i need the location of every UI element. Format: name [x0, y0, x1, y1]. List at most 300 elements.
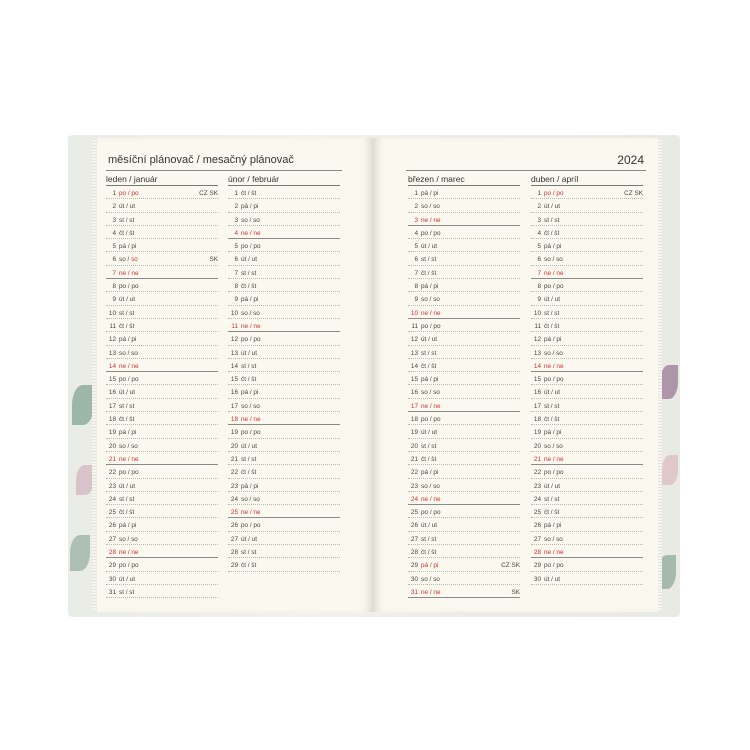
day-row[interactable]	[531, 505, 643, 518]
weekday-label: ne / ne	[544, 362, 564, 370]
weekday-label: st / st	[119, 495, 135, 503]
day-number: 23	[410, 482, 418, 490]
day-row[interactable]	[408, 439, 520, 452]
weekday-label: ne / ne	[241, 322, 261, 330]
weekday-label: pá / pi	[421, 376, 439, 384]
day-row[interactable]	[228, 213, 340, 226]
day-row[interactable]	[408, 585, 520, 598]
day-row[interactable]	[531, 465, 643, 478]
weekday-label: po / po	[119, 283, 139, 291]
day-number: 26	[108, 522, 116, 530]
day-number: 3	[414, 216, 418, 224]
day-number: 18	[230, 416, 238, 424]
floral-decoration	[660, 365, 678, 399]
day-row[interactable]	[106, 558, 218, 571]
day-row[interactable]	[531, 439, 643, 452]
weekday-label: út / ut	[544, 296, 560, 304]
day-row[interactable]	[408, 425, 520, 438]
day-row[interactable]	[531, 452, 643, 465]
weekday-label: so / so	[241, 309, 260, 317]
weekday-label: st / st	[241, 362, 257, 370]
weekday-label: po / po	[421, 322, 441, 330]
day-row[interactable]	[531, 359, 643, 372]
weekday-label: út / ut	[544, 482, 560, 490]
weekday-label: po / po	[119, 469, 139, 477]
month-header: březen / marec	[408, 175, 520, 186]
weekday-label: po / po	[544, 469, 564, 477]
weekday-label: st / st	[421, 442, 437, 450]
weekday-label: čt / št	[421, 455, 437, 463]
day-row[interactable]	[106, 239, 218, 252]
month-header: duben / apríl	[531, 175, 643, 186]
day-row[interactable]	[228, 346, 340, 359]
day-row[interactable]	[408, 252, 520, 265]
day-row[interactable]	[106, 306, 218, 319]
day-row[interactable]	[228, 372, 340, 385]
weekday-label: út / ut	[119, 575, 135, 583]
day-row[interactable]	[228, 412, 340, 425]
day-row[interactable]	[228, 266, 340, 279]
day-row[interactable]	[228, 532, 340, 545]
day-number: 10	[108, 309, 116, 317]
weekday-label: ne / ne	[241, 229, 261, 237]
day-row[interactable]	[106, 585, 218, 598]
day-row[interactable]	[531, 266, 643, 279]
day-number: 25	[230, 509, 238, 517]
month-column-january	[106, 175, 218, 598]
weekday-label: ne / ne	[119, 269, 139, 277]
day-number: 16	[230, 389, 238, 397]
day-number: 28	[410, 549, 418, 557]
day-row[interactable]	[106, 346, 218, 359]
weekday-label: út / ut	[119, 203, 135, 211]
weekday-label: po / po	[119, 562, 139, 570]
day-number: 24	[108, 495, 116, 503]
day-number: 16	[410, 389, 418, 397]
day-row[interactable]	[531, 479, 643, 492]
day-row[interactable]	[408, 292, 520, 305]
day-row[interactable]	[408, 213, 520, 226]
day-row[interactable]	[408, 505, 520, 518]
day-number: 19	[410, 429, 418, 437]
day-number: 12	[533, 336, 541, 344]
day-number: 14	[533, 362, 541, 370]
day-number: 5	[537, 243, 541, 251]
weekday-label: út / ut	[241, 349, 257, 357]
weekday-label: so / so	[119, 442, 138, 450]
weekday-label: st / st	[241, 455, 257, 463]
day-number: 28	[533, 549, 541, 557]
day-number: 13	[533, 349, 541, 357]
day-number: 26	[533, 522, 541, 530]
day-number: 21	[533, 455, 541, 463]
day-number: 19	[533, 429, 541, 437]
day-row[interactable]	[228, 239, 340, 252]
day-number: 19	[108, 429, 116, 437]
day-row[interactable]	[531, 239, 643, 252]
weekday-label: út / ut	[119, 482, 135, 490]
day-number: 27	[533, 535, 541, 543]
day-number: 22	[410, 469, 418, 477]
day-row[interactable]	[106, 199, 218, 212]
weekday-label: so / so	[421, 482, 440, 490]
day-row[interactable]	[106, 319, 218, 332]
day-row[interactable]	[408, 226, 520, 239]
day-row[interactable]	[408, 359, 520, 372]
day-row[interactable]	[228, 306, 340, 319]
day-number: 7	[112, 269, 116, 277]
day-row[interactable]	[408, 186, 520, 199]
weekday-label: po / po	[119, 190, 139, 197]
day-number: 21	[410, 455, 418, 463]
weekday-label: čt / št	[119, 322, 135, 330]
day-number: 15	[410, 376, 418, 384]
day-row[interactable]	[408, 346, 520, 359]
day-row[interactable]	[228, 399, 340, 412]
day-row[interactable]	[106, 479, 218, 492]
weekday-label: út / ut	[544, 389, 560, 397]
day-row[interactable]	[228, 186, 340, 199]
day-row[interactable]	[531, 199, 643, 212]
day-number: 20	[230, 442, 238, 450]
day-row[interactable]	[408, 372, 520, 385]
day-number: 3	[537, 216, 541, 224]
day-row[interactable]	[228, 505, 340, 518]
day-row[interactable]	[106, 266, 218, 279]
day-number: 30	[410, 575, 418, 583]
day-row[interactable]	[228, 199, 340, 212]
day-number: 23	[230, 482, 238, 490]
day-number: 4	[537, 229, 541, 237]
day-number: 3	[234, 216, 238, 224]
holiday-note: CZ SK	[624, 190, 643, 197]
day-number: 29	[230, 562, 238, 570]
day-row[interactable]	[106, 572, 218, 585]
weekday-label: pá / pi	[119, 522, 137, 530]
day-row[interactable]	[531, 572, 643, 585]
weekday-label: ne / ne	[119, 549, 139, 557]
day-row[interactable]	[106, 332, 218, 345]
day-row[interactable]	[228, 252, 340, 265]
day-row[interactable]	[228, 492, 340, 505]
day-number: 29	[410, 562, 418, 570]
weekday-label: so / so	[421, 203, 440, 211]
day-row[interactable]	[531, 518, 643, 531]
day-row[interactable]	[228, 425, 340, 438]
day-row[interactable]	[531, 292, 643, 305]
day-row[interactable]	[408, 399, 520, 412]
weekday-label: st / st	[119, 588, 135, 596]
day-number: 4	[414, 229, 418, 237]
weekday-label: so / so	[241, 495, 260, 503]
day-row[interactable]	[408, 279, 520, 292]
day-row[interactable]	[106, 359, 218, 372]
day-row[interactable]	[531, 399, 643, 412]
weekday-label: ne / ne	[119, 455, 139, 463]
weekday-label: st / st	[241, 269, 257, 277]
day-row[interactable]	[408, 479, 520, 492]
day-row[interactable]	[228, 359, 340, 372]
day-row[interactable]	[106, 372, 218, 385]
day-number: 9	[234, 296, 238, 304]
day-number: 6	[537, 256, 541, 264]
day-number: 28	[108, 549, 116, 557]
day-number: 15	[108, 376, 116, 384]
day-row[interactable]	[228, 545, 340, 558]
day-row[interactable]	[531, 319, 643, 332]
day-number: 22	[108, 469, 116, 477]
day-row[interactable]	[228, 465, 340, 478]
day-number: 30	[533, 575, 541, 583]
day-row[interactable]	[408, 452, 520, 465]
day-number: 6	[414, 256, 418, 264]
day-row[interactable]	[106, 292, 218, 305]
day-row[interactable]	[408, 319, 520, 332]
weekday-label: st / st	[119, 216, 135, 224]
day-number: 28	[230, 549, 238, 557]
day-row[interactable]	[531, 306, 643, 319]
day-row[interactable]	[228, 385, 340, 398]
day-row[interactable]	[531, 252, 643, 265]
day-row[interactable]	[531, 412, 643, 425]
page-edge-right	[658, 140, 662, 610]
day-row[interactable]	[106, 439, 218, 452]
day-number: 11	[534, 322, 541, 330]
weekday-label: ne / ne	[241, 509, 261, 517]
day-row[interactable]	[106, 545, 218, 558]
day-number: 8	[537, 283, 541, 291]
day-row[interactable]	[531, 372, 643, 385]
day-number: 7	[537, 269, 541, 277]
day-number: 9	[537, 296, 541, 304]
day-number: 20	[108, 442, 116, 450]
day-row[interactable]	[106, 252, 218, 265]
day-number: 12	[410, 336, 418, 344]
weekday-label: út / ut	[421, 243, 437, 251]
weekday-label: út / ut	[421, 522, 437, 530]
day-row[interactable]	[531, 279, 643, 292]
weekday-label: po / po	[544, 562, 564, 570]
weekday-label: čt / št	[119, 416, 135, 424]
day-number: 1	[112, 190, 116, 197]
day-row[interactable]	[531, 545, 643, 558]
month-column-march	[408, 175, 520, 598]
day-row[interactable]	[228, 558, 340, 571]
weekday-label: út / ut	[241, 256, 257, 264]
day-number: 2	[537, 203, 541, 211]
weekday-label: so / so	[544, 442, 563, 450]
day-number: 16	[533, 389, 541, 397]
weekday-label: út / ut	[119, 389, 135, 397]
day-row[interactable]	[106, 465, 218, 478]
day-row[interactable]	[228, 292, 340, 305]
day-number: 3	[112, 216, 116, 224]
weekday-label: pá / pi	[119, 336, 137, 344]
weekday-label: po / po	[421, 229, 441, 237]
weekday-label: po / po	[241, 336, 261, 344]
day-row[interactable]	[106, 532, 218, 545]
weekday-label: út / ut	[119, 296, 135, 304]
holiday-note: SK	[511, 588, 520, 596]
day-row[interactable]	[531, 186, 643, 199]
day-row[interactable]	[408, 558, 520, 571]
day-row[interactable]	[106, 213, 218, 226]
day-row[interactable]	[106, 452, 218, 465]
weekday-label: so / so	[119, 256, 138, 264]
day-number: 27	[410, 535, 418, 543]
day-number: 13	[410, 349, 418, 357]
day-number: 4	[112, 229, 116, 237]
weekday-label: po / po	[119, 376, 139, 384]
weekday-label: st / st	[421, 349, 437, 357]
day-number: 23	[108, 482, 116, 490]
day-row[interactable]	[408, 306, 520, 319]
day-row[interactable]	[106, 505, 218, 518]
weekday-label: čt / št	[421, 269, 437, 277]
weekday-label: pá / pi	[119, 429, 137, 437]
day-row[interactable]	[531, 558, 643, 571]
day-row[interactable]	[531, 492, 643, 505]
day-row[interactable]	[106, 385, 218, 398]
day-row[interactable]	[408, 572, 520, 585]
day-row[interactable]	[228, 319, 340, 332]
day-row[interactable]	[408, 385, 520, 398]
day-number: 11	[231, 322, 238, 330]
day-row[interactable]	[106, 226, 218, 239]
title-rule	[106, 170, 342, 171]
page-edge-left	[92, 140, 96, 610]
day-row[interactable]	[228, 279, 340, 292]
day-number: 26	[230, 522, 238, 530]
weekday-label: čt / št	[119, 229, 135, 237]
day-number: 14	[410, 362, 418, 370]
day-number: 12	[108, 336, 116, 344]
day-row[interactable]	[228, 452, 340, 465]
weekday-label: pá / pi	[544, 522, 562, 530]
day-row[interactable]	[408, 199, 520, 212]
holiday-note: SK	[209, 256, 218, 264]
day-number: 20	[410, 442, 418, 450]
weekday-label: ne / ne	[544, 549, 564, 557]
day-number: 23	[533, 482, 541, 490]
weekday-label: ne / ne	[119, 362, 139, 370]
day-row[interactable]	[228, 439, 340, 452]
day-number: 6	[234, 256, 238, 264]
day-row[interactable]	[106, 412, 218, 425]
day-number: 26	[410, 522, 418, 530]
weekday-label: čt / št	[421, 549, 437, 557]
weekday-label: so / so	[544, 256, 563, 264]
weekday-label: čt / št	[544, 322, 560, 330]
weekday-label: st / st	[544, 216, 560, 224]
weekday-label: po / po	[241, 429, 261, 437]
weekday-label: po / po	[241, 243, 261, 251]
weekday-label: čt / št	[544, 416, 560, 424]
day-number: 12	[230, 336, 238, 344]
weekday-label: ne / ne	[421, 309, 441, 317]
day-number: 19	[230, 429, 238, 437]
day-row[interactable]	[408, 518, 520, 531]
day-number: 29	[533, 562, 541, 570]
day-row[interactable]	[228, 226, 340, 239]
weekday-label: st / st	[544, 309, 560, 317]
weekday-label: ne / ne	[421, 216, 441, 224]
planner-title: měsíční plánovač / mesačný plánovač	[108, 154, 294, 166]
day-row[interactable]	[408, 332, 520, 345]
weekday-label: čt / št	[119, 509, 135, 517]
weekday-label: pá / pi	[241, 296, 259, 304]
day-row[interactable]	[531, 425, 643, 438]
day-number: 2	[414, 203, 418, 211]
weekday-label: ne / ne	[421, 495, 441, 503]
day-row[interactable]	[106, 492, 218, 505]
weekday-label: pá / pi	[119, 243, 137, 251]
floral-decoration	[662, 455, 678, 485]
day-row[interactable]	[228, 518, 340, 531]
day-number: 2	[234, 203, 238, 211]
day-number: 8	[414, 283, 418, 291]
weekday-label: pá / pi	[421, 283, 439, 291]
day-row[interactable]	[408, 532, 520, 545]
day-number: 27	[108, 535, 116, 543]
day-number: 27	[230, 535, 238, 543]
day-row[interactable]	[408, 266, 520, 279]
day-row[interactable]	[106, 425, 218, 438]
day-row[interactable]	[531, 385, 643, 398]
weekday-label: čt / št	[241, 469, 257, 477]
day-row[interactable]	[408, 492, 520, 505]
day-number: 18	[108, 416, 116, 424]
day-row[interactable]	[408, 412, 520, 425]
weekday-label: po / po	[421, 509, 441, 517]
day-row[interactable]	[531, 532, 643, 545]
day-number: 1	[234, 190, 238, 197]
day-row[interactable]	[408, 465, 520, 478]
day-number: 17	[533, 402, 541, 410]
floral-decoration	[72, 385, 94, 425]
weekday-label: čt / št	[544, 509, 560, 517]
day-number: 24	[410, 495, 418, 503]
day-number: 10	[410, 309, 418, 317]
day-row[interactable]	[228, 479, 340, 492]
weekday-label: pá / pi	[421, 190, 439, 197]
title-rule	[406, 170, 646, 171]
day-row[interactable]	[408, 239, 520, 252]
weekday-label: čt / št	[241, 190, 257, 197]
day-row[interactable]	[531, 226, 643, 239]
day-number: 6	[112, 256, 116, 264]
day-row[interactable]	[106, 279, 218, 292]
weekday-label: čt / št	[421, 362, 437, 370]
day-row[interactable]	[531, 346, 643, 359]
weekday-label: ne / ne	[421, 402, 441, 410]
day-row[interactable]	[106, 399, 218, 412]
weekday-label: út / ut	[241, 535, 257, 543]
day-row[interactable]	[408, 545, 520, 558]
day-row[interactable]	[531, 332, 643, 345]
day-number: 11	[411, 322, 418, 330]
day-row[interactable]	[531, 213, 643, 226]
weekday-label: so / so	[421, 296, 440, 304]
day-number: 11	[109, 322, 116, 330]
day-row[interactable]	[228, 332, 340, 345]
day-number: 10	[533, 309, 541, 317]
day-number: 21	[108, 455, 116, 463]
day-row[interactable]	[106, 186, 218, 199]
weekday-label: so / so	[421, 389, 440, 397]
day-row[interactable]	[106, 518, 218, 531]
weekday-label: pá / pi	[241, 389, 259, 397]
